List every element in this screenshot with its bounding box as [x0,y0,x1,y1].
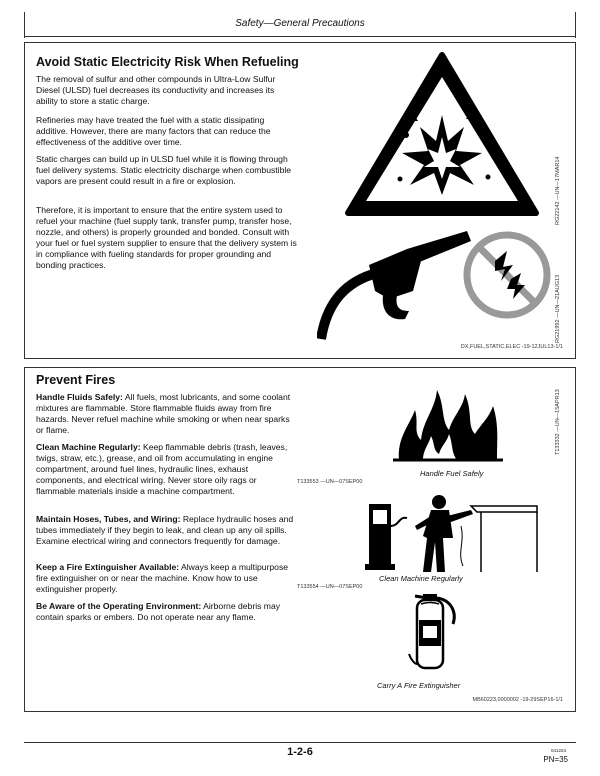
static-electricity-section [24,42,576,359]
item-text: Keep flammable debris (trash, leaves, twigs, straw, etc.), grease, and oil from accumulating in engine compartment, around fuel lines, hydraulic lines, exhaust components, and electrical wiring. Never store oily rags or flammable materials inside a machine compartment. [36,442,288,496]
image-code: RG22142 —UN—17MAR14 [555,156,561,225]
paragraph: Refineries may have treated the fuel with a static dissipating additive. However, there are many factors that can reduce the effectiveness of the additive over time. [36,115,271,147]
item-text: All fuels, most lubricants, and some coolant mixtures are flammable. Store flammable fluids away from fire hazards. Never refuel machine while smoking or when near sparks or flame. [36,392,291,435]
image-code: T133332 —UN—15APR13 [555,389,561,455]
list-item [36,514,298,547]
list-item [36,562,298,595]
pn-number: PN=35 [543,755,568,764]
reference-code: DX,FUEL,STATIC,ELEC -19-12JUL13-1/1 [460,344,563,350]
item-lead: Keep a Fire Extinguisher Available: [36,562,180,572]
page-header-title: Safety—General Precautions [235,18,365,29]
list-item [36,442,298,497]
image-caption: Carry A Fire Extinguisher [377,681,461,690]
image-code: T133554 —UN—07SEP00 [297,584,363,590]
paragraph: Therefore, it is important to ensure that the entire system used to refuel your machine (fuel supply tank, transfer pump, transfer hose, nozzle, and others) is properly grounded and bonded. Consult with your fuel or fuel system supplier to ensure that the delivery system is in compliance with fueling standards for proper grounding and bonding practices. [36,205,297,270]
header-rule [24,36,576,37]
item-text: Replace hydraulic hoses and tubes immediately if they begin to leak, and clean up any oil spills. Examine electrical wiring and connectors frequently for damage. [36,514,294,546]
fire-extinguisher-icon [397,590,461,672]
section-title: Avoid Static Electricity Risk When Refueling [36,55,299,69]
image-code: T133553 —UN—07SEP00 [297,479,363,485]
image-caption: Clean Machine Regularly [379,574,463,583]
fuel-nozzle-icon [317,221,552,341]
footer-rule [24,742,576,743]
image-caption: Handle Fuel Safely [420,469,484,478]
list-item [36,601,298,623]
item-lead: Be Aware of the Operating Environment: [36,601,202,611]
section-title: Prevent Fires [36,373,116,387]
flames-icon [393,380,503,462]
footer-small-code: 041224 [550,748,566,753]
explosion-warning-icon [342,49,542,221]
list-item [36,392,298,436]
cleaning-worker-icon [361,486,541,576]
item-text: Always keep a multipurpose fire extinguisher on or near the machine. Know how to use extinguisher properly. [36,562,289,594]
page-number: 1-2-6 [287,746,313,758]
item-lead: Clean Machine Regularly: [36,442,141,452]
paragraph: The removal of sulfur and other compounds in Ultra-Low Sulfur Diesel (ULSD) fuel decreases its conductivity and increases its ability to store a static charge. [36,74,276,106]
item-lead: Handle Fluids Safely: [36,392,123,402]
paragraph: Static charges can build up in ULSD fuel while it is flowing through fuel delivery systems. Static electricity discharge when combustible vapors are present could result in a fire or explosion. [36,154,292,186]
image-code: RG21992 —UN—21AUG13 [555,274,561,343]
item-text: Airborne debris may contain sparks or embers. Do not operate near any flame. [36,601,281,622]
reference-code: MB60223,0000002 -19-29SEP16-1/1 [472,697,563,703]
item-lead: Maintain Hoses, Tubes, and Wiring: [36,514,181,524]
prevent-fires-section [24,367,576,712]
